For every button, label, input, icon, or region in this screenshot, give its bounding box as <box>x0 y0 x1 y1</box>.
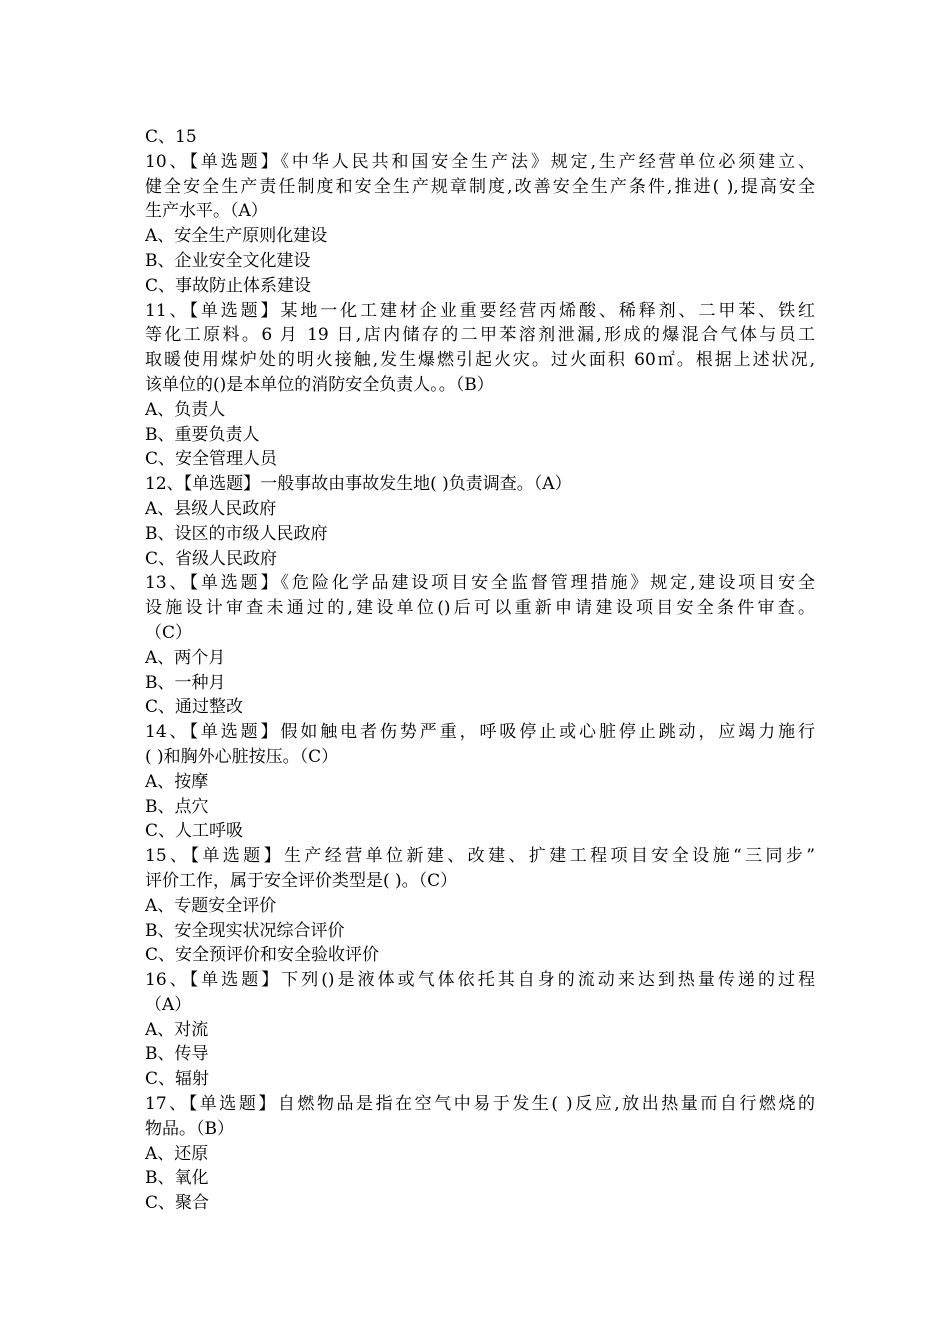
option-line: A、对流 <box>145 1019 209 1040</box>
option-line: C、人工呼吸 <box>145 821 244 842</box>
question-text <box>145 720 815 770</box>
answer-option <box>145 1142 815 1167</box>
question-line: 健全安全生产责任制度和安全生产规章制度,改善安全生产条件,推进( ),提高安全 <box>145 176 815 197</box>
answer-option <box>145 795 815 820</box>
question-line: 14、【单选题】假如触电者伤势严重，呼吸停止或心脏停止跳动，应竭力施行 <box>145 722 815 743</box>
answer-option <box>145 249 815 274</box>
option-line: B、氧化 <box>145 1168 209 1189</box>
option-line: A、安全生产原则化建设 <box>145 226 328 247</box>
question-line: ( )和胸外心脏按压。（C） <box>145 746 339 767</box>
answer-option <box>145 274 815 299</box>
option-line: C、辐射 <box>145 1069 210 1090</box>
answer-option <box>145 423 815 448</box>
option-line: B、一种月 <box>145 672 226 693</box>
question-line: 等化工原料。6 月 19 日,店内储存的二甲苯溶剂泄漏,形成的爆混合气体与员工 <box>145 325 815 346</box>
question-line: （A） <box>145 994 192 1015</box>
question-line: 15、【单选题】生产经营单位新建、改建、扩建工程项目安全设施“三同步” <box>145 846 815 867</box>
answer-option <box>145 447 815 472</box>
answer-option <box>145 125 815 150</box>
document-page <box>145 125 815 1216</box>
option-line: A、两个月 <box>145 647 226 668</box>
question-line: 16、【单选题】下列()是液体或气体依托其自身的流动来达到热量传递的过程 <box>145 970 815 991</box>
question-line: 评价工作，属于安全评价类型是( )。（C） <box>145 870 458 891</box>
option-line: A、按摩 <box>145 771 209 792</box>
question-line: 取暖使用煤炉处的明火接触,发生爆燃引起火灾。过火面积 60㎡。根据上述状况, <box>145 350 815 371</box>
answer-option <box>145 1191 815 1216</box>
answer-option <box>145 1067 815 1092</box>
option-line: C、聚合 <box>145 1193 210 1214</box>
question-line: 11、【单选题】某地一化工建材企业重要经营丙烯酸、稀释剂、二甲苯、铁红 <box>145 300 815 321</box>
answer-option <box>145 819 815 844</box>
answer-option <box>145 497 815 522</box>
answer-option <box>145 522 815 547</box>
question-text <box>145 472 815 497</box>
question-line: 10、【单选题】《中华人民共和国安全生产法》规定,生产经营单位必须建立、 <box>145 151 815 172</box>
option-line: C、安全管理人员 <box>145 449 278 470</box>
option-line: B、点穴 <box>145 796 209 817</box>
question-text <box>145 844 815 894</box>
answer-option <box>145 398 815 423</box>
question-text <box>145 299 815 398</box>
answer-option <box>145 1166 815 1191</box>
option-line: C、事故防止体系建设 <box>145 275 312 296</box>
answer-option <box>145 646 815 671</box>
option-line: A、专题安全评价 <box>145 895 277 916</box>
option-line: B、企业安全文化建设 <box>145 250 311 271</box>
question-text <box>145 150 815 224</box>
question-line: 13、【单选题】《危险化学品建设项目安全监督管理措施》规定,建设项目安全 <box>145 573 815 594</box>
question-line: 该单位的()是本单位的消防安全负责人。。（B） <box>145 374 494 395</box>
question-line: 物品。（B） <box>145 1118 234 1139</box>
answer-option <box>145 919 815 944</box>
option-line: B、重要负责人 <box>145 424 260 445</box>
option-line: B、安全现实状况综合评价 <box>145 920 345 941</box>
question-line: 17、【单选题】自燃物品是指在空气中易于发生( )反应,放出热量而自行燃烧的 <box>145 1094 815 1115</box>
question-line: 12、【单选题】一般事故由事故发生地( )负责调查。（A） <box>145 474 572 495</box>
option-line: A、还原 <box>145 1143 209 1164</box>
answer-option <box>145 1042 815 1067</box>
answer-option <box>145 224 815 249</box>
option-line: B、设区的市级人民政府 <box>145 523 328 544</box>
answer-option <box>145 943 815 968</box>
question-text <box>145 571 815 645</box>
question-line: 生产水平。（A） <box>145 201 268 222</box>
option-line: C、15 <box>145 127 197 147</box>
answer-option <box>145 894 815 919</box>
answer-option <box>145 547 815 572</box>
question-text <box>145 1092 815 1142</box>
option-line: C、安全预评价和安全验收评价 <box>145 945 380 966</box>
question-line: 设施设计审查未通过的,建设单位()后可以重新申请建设项目安全条件审查。 <box>145 598 815 619</box>
option-line: A、县级人民政府 <box>145 498 277 519</box>
option-line: A、负责人 <box>145 399 226 420</box>
answer-option <box>145 671 815 696</box>
option-line: B、传导 <box>145 1044 209 1065</box>
question-text <box>145 968 815 1018</box>
option-line: C、省级人民政府 <box>145 548 278 569</box>
option-line: C、通过整改 <box>145 697 244 718</box>
question-line: （C） <box>145 622 193 643</box>
answer-option <box>145 695 815 720</box>
answer-option <box>145 1018 815 1043</box>
answer-option <box>145 770 815 795</box>
